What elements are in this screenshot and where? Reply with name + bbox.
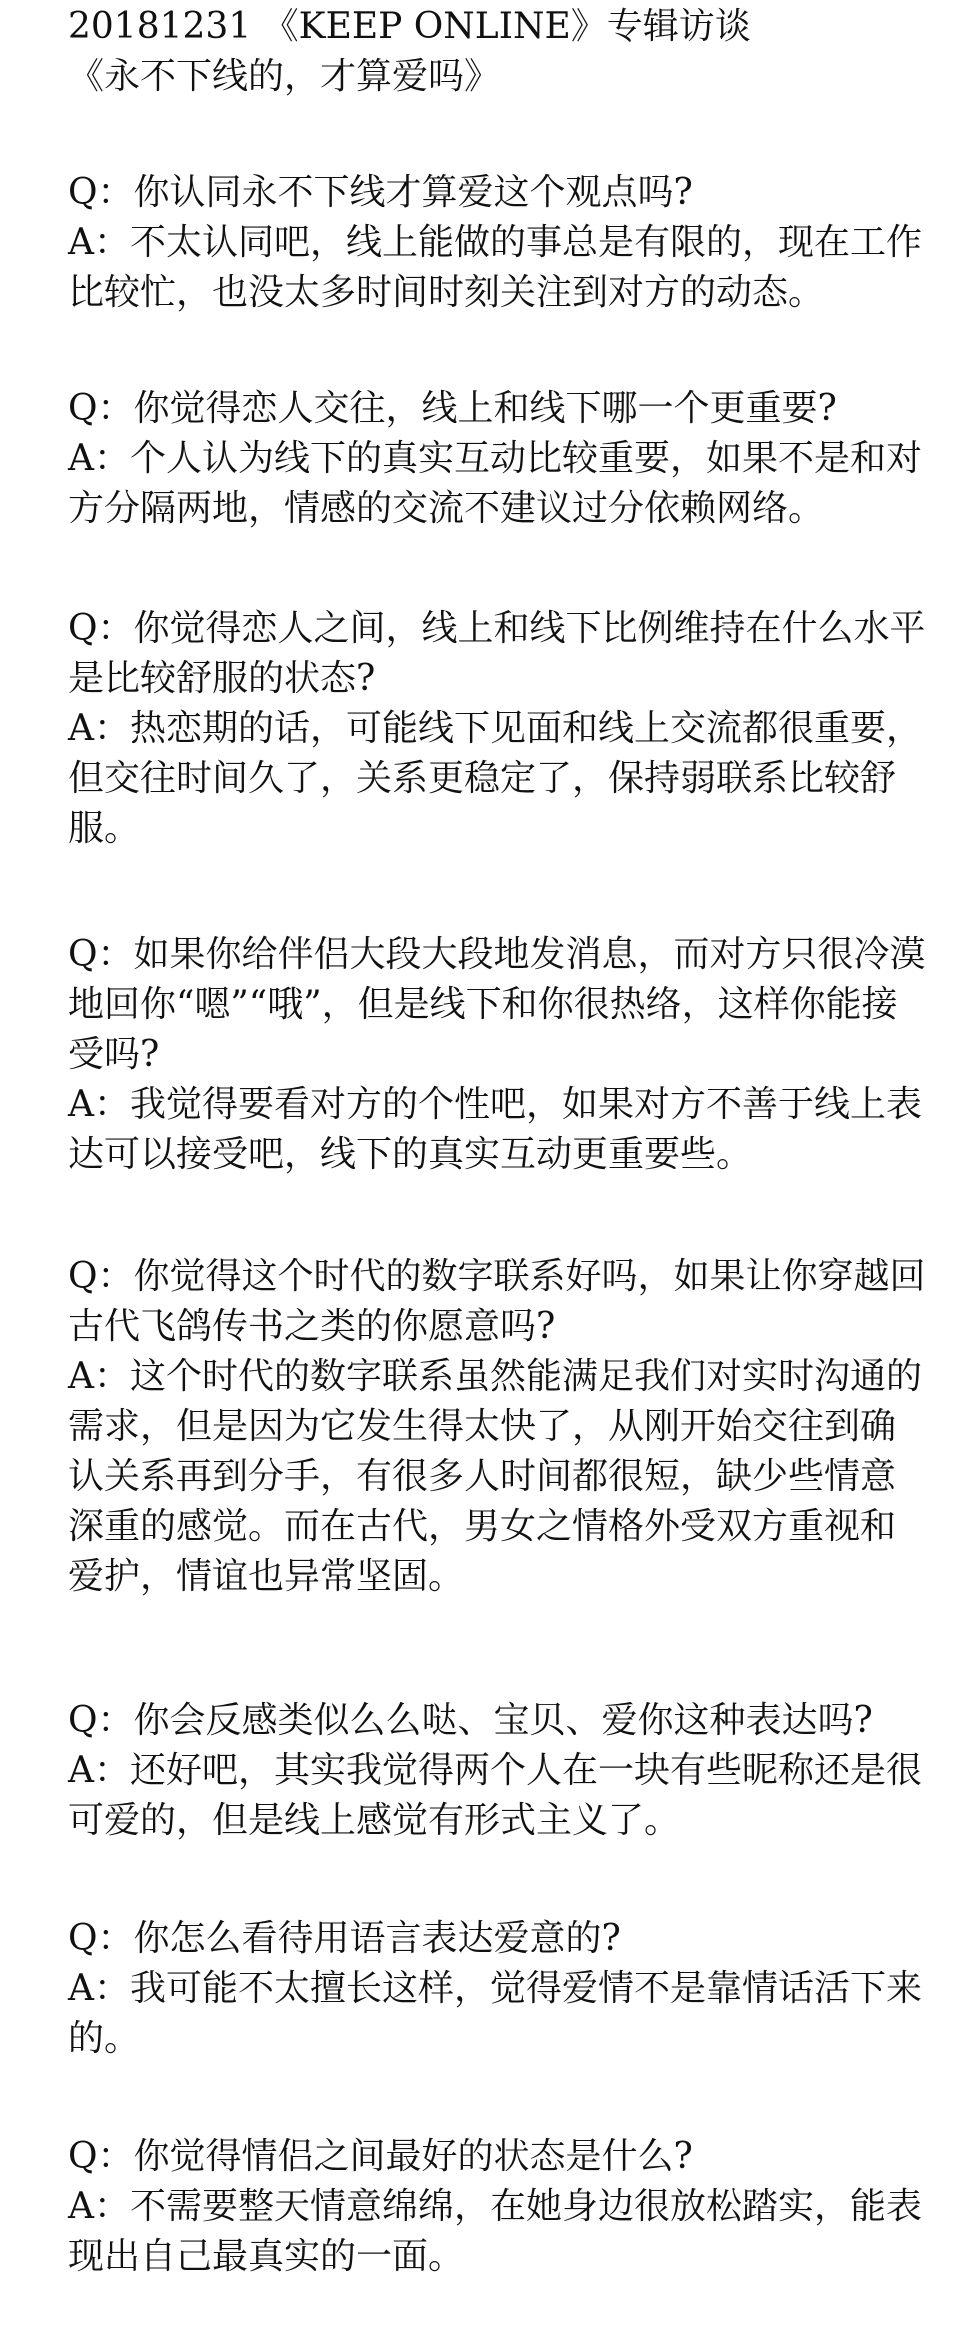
- qa-block-3: [68, 604, 928, 854]
- question-3: Q：你觉得恋人之间，线上和线下比例维持在什么水平是比较舒服的状态?: [68, 608, 926, 699]
- answer-1: A：不太认同吧，线上能做的事总是有限的，现在工作比较忙，也没太多时间时刻关注到对方的动态。: [68, 222, 922, 313]
- answer-5: A：这个时代的数字联系虽然能满足我们对实时沟通的需求，但是因为它发生得太快了，从刚开始交往到确认关系再到分手，有很多人时间都很短，缺少些情意深重的感觉。而在古代，男女之情格外受双方重视和爱护，情谊也异常坚固。: [68, 1356, 922, 1597]
- interview-document: [68, 0, 928, 2277]
- question-1: Q：你认同永不下线才算爱这个观点吗?: [68, 172, 693, 213]
- document-subtitle: 《永不下线的，才算爱吗》: [68, 56, 501, 97]
- document-header: [68, 2, 928, 102]
- question-2: Q：你觉得恋人交往，线上和线下哪一个更重要?: [68, 388, 837, 429]
- answer-6: A：还好吧，其实我觉得两个人在一块有些昵称还是很可爱的，但是线上感觉有形式主义了。: [68, 1750, 922, 1841]
- qa-block-5: [68, 1252, 928, 1602]
- qa-block-4: [68, 930, 928, 1180]
- question-7: Q：你怎么看待用语言表达爱意的?: [68, 1918, 621, 1959]
- qa-block-2: [68, 384, 928, 534]
- question-8: Q：你觉得情侣之间最好的状态是什么?: [68, 2136, 693, 2177]
- answer-8: A：不需要整天情意绵绵，在她身边很放松踏实，能表现出自己最真实的一面。: [68, 2186, 922, 2277]
- qa-block-6: [68, 1696, 928, 1846]
- qa-block-1: [68, 168, 928, 318]
- qa-block-7: [68, 1914, 928, 2064]
- qa-block-8: [68, 2132, 928, 2282]
- question-6: Q：你会反感类似么么哒、宝贝、爱你这种表达吗?: [68, 1700, 873, 1741]
- document-title: 20181231 《KEEP ONLINE》专辑访谈: [68, 6, 751, 47]
- question-4: Q：如果你给伴侣大段大段地发消息，而对方只很冷漠地回你“嗯”“哦”，但是线下和你很热络，这样你能接受吗?: [68, 934, 926, 1075]
- question-5: Q：你觉得这个时代的数字联系好吗，如果让你穿越回古代飞鸽传书之类的你愿意吗?: [68, 1256, 926, 1347]
- answer-7: A：我可能不太擅长这样，觉得爱情不是靠情话活下来的。: [68, 1968, 922, 2059]
- answer-2: A：个人认为线下的真实互动比较重要，如果不是和对方分隔两地，情感的交流不建议过分依赖网络。: [68, 438, 922, 529]
- answer-4: A：我觉得要看对方的个性吧，如果对方不善于线上表达可以接受吧，线下的真实互动更重要些。: [68, 1084, 922, 1175]
- answer-3: A：热恋期的话，可能线下见面和线上交流都很重要，但交往时间久了，关系更稳定了，保持弱联系比较舒服。: [68, 708, 922, 849]
